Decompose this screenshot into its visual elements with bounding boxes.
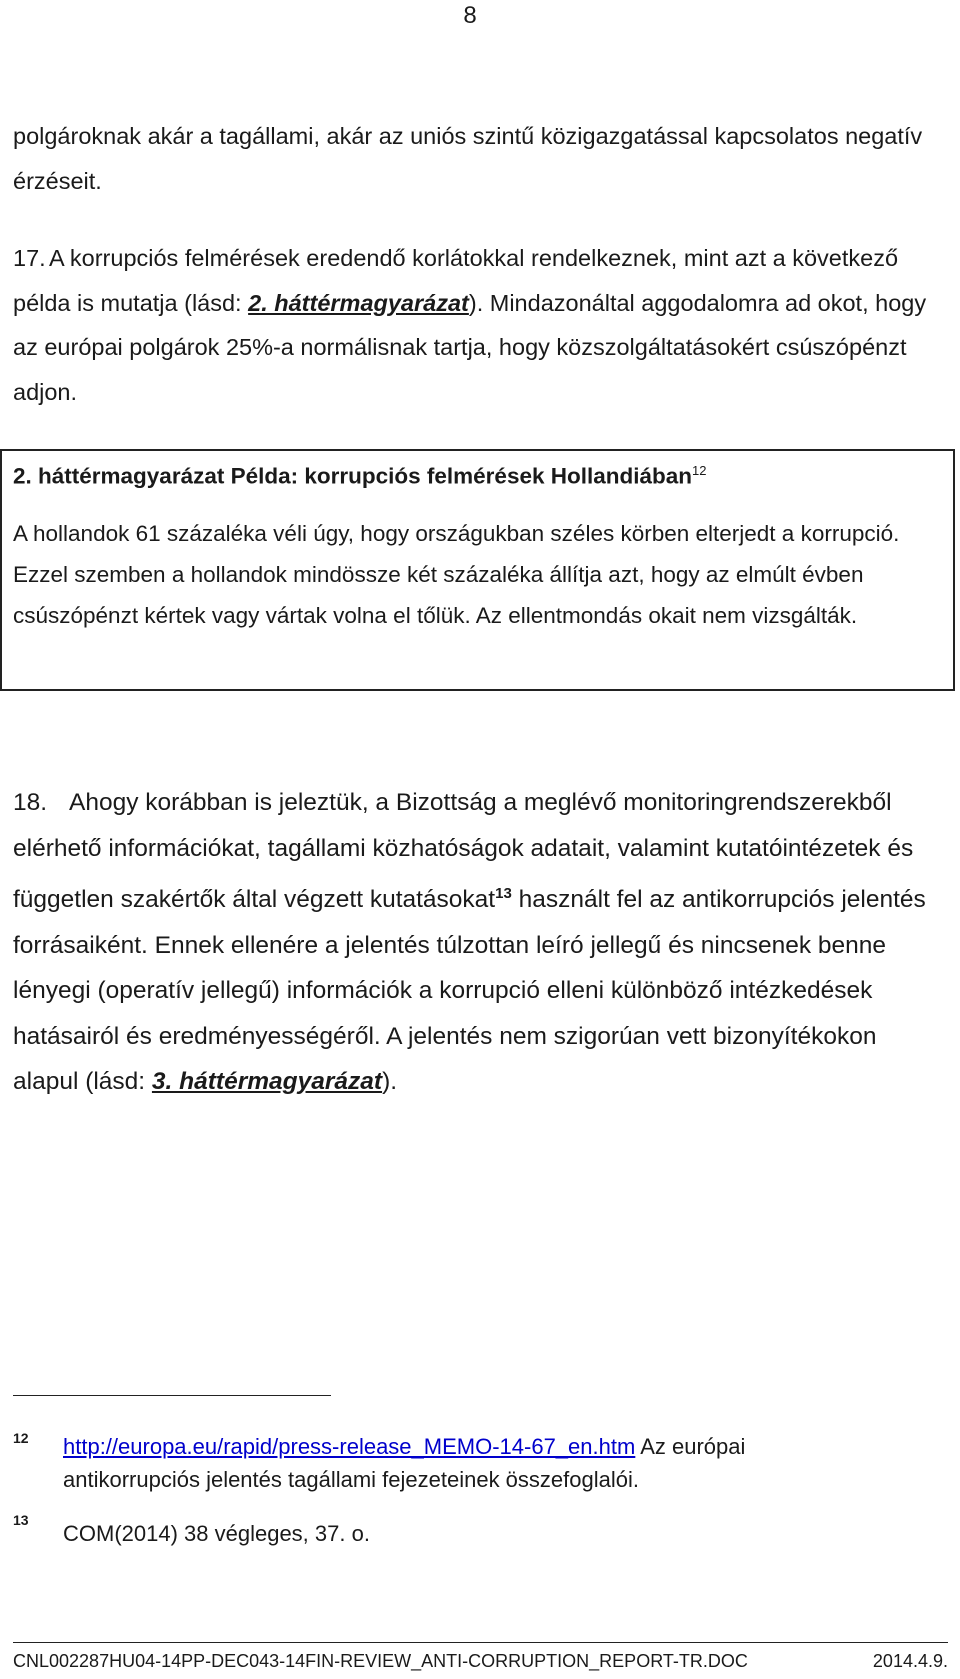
paragraph-18 [13, 780, 938, 1105]
info-box-title-text: 2. háttérmagyarázat Példa: korrupciós felmérések Hollandiában [13, 463, 692, 489]
info-box-body: A hollandok 61 százaléka véli úgy, hogy országukban széles körben elterjedt a korrupció. Ezzel szemben a hollandok mindössze két százaléka állítja azt, hogy az elmúlt évben csúszópénzt kértek vagy vártak volna el tőlük. Az ellentmondás okait nem vizsgálták. [13, 521, 900, 628]
footnote-13: COM(2014) 38 végleges, 37. o. [63, 1521, 370, 1546]
footnote-separator [13, 1395, 331, 1396]
footnote-number: 13 [13, 1512, 29, 1528]
footer-date: 2014.4.9. [872, 1651, 948, 1671]
box-reference-link[interactable]: 2. háttérmagyarázat [248, 289, 469, 316]
paragraph-intro: polgároknak akár a tagállami, akár az uniós szintű közigazgatással kapcsolatos negatív érzéseit. [13, 123, 923, 194]
page-footer [13, 1648, 948, 1674]
box-reference-link[interactable]: 3. háttérmagyarázat [151, 1068, 383, 1096]
footnote-ref[interactable]: 13 [495, 885, 512, 902]
paragraph-number: 18. [13, 789, 48, 816]
footnote-number: 12 [13, 1430, 29, 1446]
paragraph-text: A korrupciós felmérések eredendő korlátokkal rendelkeznek, mint azt a következő példa is mutatja (lásd: [13, 245, 899, 316]
footnote-12 [63, 1430, 863, 1496]
footnote-ref[interactable]: 12 [692, 463, 707, 478]
paragraph-text: Ahogy korábban is jeleztük, a Bizottság a meglévő monitoringrendszerekből elérhető információkat, tagállami közhatóságok adatait, valamint kutatóintézetek és független szakértők által végzett kutatásokat [13, 789, 914, 914]
info-box-title [13, 454, 923, 494]
footnote-text: Az európai antikorrupciós jelentés tagállami fejezeteinek összefoglalói. [63, 1434, 746, 1492]
footnote-link[interactable]: http://europa.eu/rapid/press-release_MEMO-14-67_en.htm [63, 1434, 636, 1459]
page-number: 8 [463, 2, 477, 29]
paragraph-number: 17. [13, 245, 46, 271]
footer-filename: CNL002287HU04-14PP-DEC043-14FIN-REVIEW_ANTI-CORRUPTION_REPORT-TR.DOC [13, 1651, 748, 1671]
paragraph-text: használt fel az antikorrupciós jelentés forrásaiként. Ennek ellenére a jelentés túlzottan leíró jellegű és nincsenek benne lényegi (operatív jellegű) információk a korrupció elleni különböző intézkedések hatásairól és eredményességéről. A jelentés nem szigorúan vett bizonyítékokon alapul (lásd: [13, 886, 926, 1096]
paragraph-text: ). Mindazonáltal aggodalomra ad okot, hogy az európai polgárok 25%-a normálisnak tartja, hogy közszolgáltatásokért csúszópénzt adjon. [13, 289, 927, 405]
paragraph-17 [13, 236, 928, 414]
footer-separator [13, 1642, 948, 1643]
paragraph-text: ). [382, 1068, 398, 1096]
